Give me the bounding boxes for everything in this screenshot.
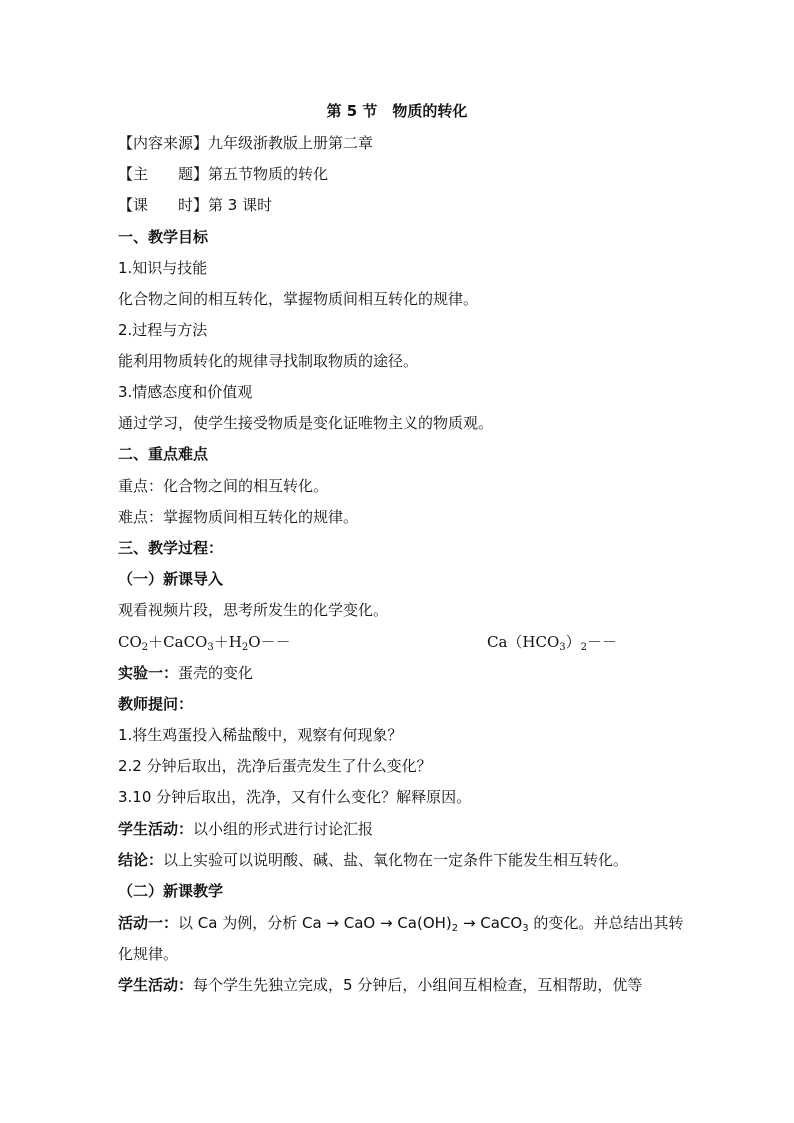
meta-source-label: 【内容来源】 <box>118 134 209 152</box>
conclusion-line <box>118 850 628 870</box>
activity-1-text: 以 Ca 为例，分析 Ca → CaO → Ca(OH) <box>178 914 452 932</box>
goal-2-text: 能利用物质转化的规律寻找制取物质的途径。 <box>118 352 419 370</box>
activity-1-text: → CaCO <box>458 914 523 932</box>
section-heading-objectives: 一、教学目标 <box>118 228 209 246</box>
goal-1-text: 化合物之间的相互转化，掌握物质间相互转化的规律。 <box>118 290 479 308</box>
experiment-text: 蛋壳的变化 <box>178 664 254 682</box>
eq-subscript: 3 <box>522 923 529 934</box>
eq-part: O－－ <box>248 633 291 651</box>
equation-left <box>118 632 291 652</box>
eq-part: ） <box>565 633 581 651</box>
intro-text: 观看视频片段，思考所发生的化学变化。 <box>118 601 389 619</box>
activity-1-label: 活动一： <box>118 914 179 932</box>
student-activity-label: 学生活动： <box>118 820 194 838</box>
goal-1-title: 1.知识与技能 <box>118 259 208 277</box>
eq-subscript: 2 <box>241 642 249 653</box>
eq-subscript: 3 <box>207 642 214 653</box>
question-1: 1.将生鸡蛋投入稀盐酸中，观察有何现象？ <box>118 726 403 744</box>
eq-subscript: 3 <box>559 642 566 653</box>
page-title: 第 5 节 物质的转化 <box>326 102 468 120</box>
key-point: 重点：化合物之间的相互转化。 <box>118 477 329 495</box>
section-heading-keypoints: 二、重点难点 <box>118 445 209 463</box>
eq-subscript: 2 <box>451 923 459 934</box>
activity-1-text: 的变化。并总结出其转 <box>528 914 684 932</box>
student-activity-2-label: 学生活动： <box>118 976 194 994</box>
activity-1-continuation: 化规律。 <box>118 945 179 963</box>
eq-part: CO <box>118 633 142 651</box>
meta-period-label: 【课 时】 <box>118 196 209 214</box>
section-heading-process: 三、教学过程： <box>118 539 224 557</box>
meta-topic-value: 第五节物质的转化 <box>208 165 329 183</box>
eq-part: －－ <box>587 633 618 651</box>
student-activity-line <box>118 819 373 839</box>
meta-period <box>118 195 272 215</box>
meta-topic <box>118 164 328 184</box>
question-3: 3.10 分钟后取出，洗净，又有什么变化？解释原因。 <box>118 788 472 806</box>
goal-3-title: 3.情感态度和价值观 <box>118 383 253 401</box>
meta-period-value: 第 3 课时 <box>208 196 273 214</box>
part-1-heading: （一）新课导入 <box>118 570 224 588</box>
student-activity-text: 以小组的形式进行讨论汇报 <box>193 820 374 838</box>
teacher-questions-heading: 教师提问： <box>118 695 194 713</box>
conclusion-label: 结论： <box>118 851 164 869</box>
goal-2-title: 2.过程与方法 <box>118 321 208 339</box>
meta-source-value: 九年级浙教版上册第二章 <box>208 134 374 152</box>
student-activity-2-text: 每个学生先独立完成，5 分钟后，小组间互相检查，互相帮助，优等 <box>193 976 643 994</box>
meta-topic-label: 【主 题】 <box>118 165 209 183</box>
meta-source <box>118 133 373 153</box>
experiment-label: 实验一： <box>118 664 179 682</box>
eq-part: ＋CaCO <box>148 633 208 651</box>
experiment-line <box>118 663 253 683</box>
eq-subscript: 2 <box>141 642 149 653</box>
equation-right <box>487 632 617 652</box>
eq-part: ＋H <box>213 633 242 651</box>
conclusion-text: 以上实验可以说明酸、碱、盐、氧化物在一定条件下能发生相互转化。 <box>163 851 629 869</box>
question-2: 2.2 分钟后取出，洗净后蛋壳发生了什么变化？ <box>118 757 432 775</box>
eq-subscript: 2 <box>580 642 588 653</box>
activity-1-line <box>118 913 683 933</box>
eq-part: Ca（HCO <box>487 633 560 651</box>
student-activity-2-line <box>118 975 642 995</box>
part-2-heading: （二）新课教学 <box>118 882 224 900</box>
goal-3-text: 通过学习，使学生接受物质是变化证唯物主义的物质观。 <box>118 414 494 432</box>
difficulty: 难点：掌握物质间相互转化的规律。 <box>118 508 359 526</box>
